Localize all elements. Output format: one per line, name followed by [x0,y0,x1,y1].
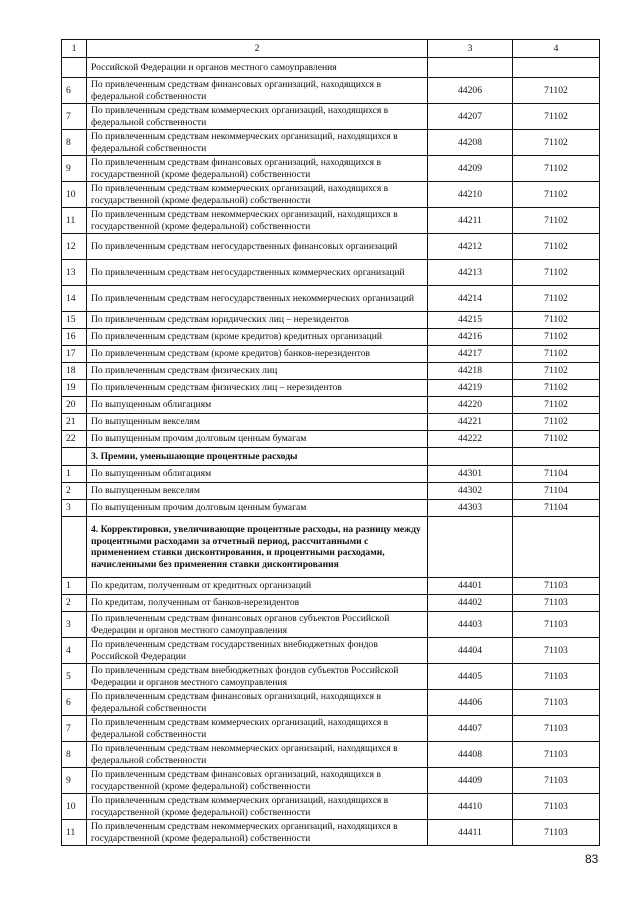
header-col-2: 2 [87,40,428,58]
page-number: 83 [585,852,599,866]
row-number: 10 [62,182,87,208]
row-description: По привлеченным средствам некоммерческих организаций, находящихся в государственной (кроме федеральной) собственности [87,820,428,846]
row-description: По кредитам, полученным от кредитных организаций [87,578,428,595]
row-description: По привлеченным средствам некоммерческих организаций, находящихся в федеральной собственности [87,742,428,768]
row-account: 71102 [513,397,600,414]
row-code: 44214 [428,286,513,312]
row-description: По привлеченным средствам коммерческих организаций, находящихся в государственной (кроме федеральной) собственности [87,182,428,208]
row-code: 44211 [428,208,513,234]
row-code: 44210 [428,182,513,208]
section-row [62,448,600,466]
row-account: 71102 [513,104,600,130]
row-code: 44405 [428,664,513,690]
header-col-1: 1 [62,40,87,58]
row-code: 44208 [428,130,513,156]
row-description: 4. Корректировки, увеличивающие процентные расходы, на разницу между процентными расходами за отчетный период, рассчитанными с применением ставки дисконтирования, и процентными расходами, начисленными без применения ставки дисконтирования [87,517,428,578]
table-row [62,768,600,794]
row-code: 44403 [428,612,513,638]
row-number: 19 [62,380,87,397]
row-code: 44302 [428,483,513,500]
row-description: Российской Федерации и органов местного самоуправления [87,58,428,78]
row-account: 71102 [513,156,600,182]
table-row [62,431,600,448]
table-row [62,595,600,612]
row-description: По привлеченным средствам финансовых организаций, находящихся в государственной (кроме федеральной) собственности [87,156,428,182]
row-description: По выпущенным векселям [87,483,428,500]
row-number: 1 [62,578,87,595]
row-description: По привлеченным средствам коммерческих организаций, находящихся в федеральной собственности [87,716,428,742]
table-row [62,466,600,483]
row-description: По привлеченным средствам некоммерческих организаций, находящихся в федеральной собственности [87,130,428,156]
table-row [62,208,600,234]
row-description: По кредитам, полученным от банков-нерезидентов [87,595,428,612]
row-code: 44408 [428,742,513,768]
row-account: 71102 [513,363,600,380]
row-account: 71103 [513,794,600,820]
row-description: По привлеченным средствам государственных внебюджетных фондов Российской Федерации [87,638,428,664]
row-description: По выпущенным облигациям [87,466,428,483]
row-description: По выпущенным облигациям [87,397,428,414]
row-number: 17 [62,346,87,363]
row-description: По привлеченным средствам юридических лиц – нерезидентов [87,312,428,329]
row-account: 71102 [513,182,600,208]
row-number: 9 [62,768,87,794]
table-row [62,380,600,397]
row-description: По выпущенным прочим долговым ценным бумагам [87,431,428,448]
row-description: По привлеченным средствам негосударственных некоммерческих организаций [87,286,428,312]
row-description: По привлеченным средствам коммерческих организаций, находящихся в государственной (кроме федеральной) собственности [87,794,428,820]
row-account: 71102 [513,78,600,104]
table-row [62,363,600,380]
row-number [62,448,87,466]
row-number: 2 [62,483,87,500]
row-account: 71103 [513,638,600,664]
row-account [513,448,600,466]
header-col-3: 3 [428,40,513,58]
table-row [62,794,600,820]
row-number: 8 [62,130,87,156]
table-header-row [62,40,600,58]
table-row [62,58,600,78]
row-code: 44206 [428,78,513,104]
row-code: 44404 [428,638,513,664]
document-table [61,39,600,846]
row-description: По привлеченным средствам финансовых организаций, находящихся в федеральной собственности [87,690,428,716]
row-code: 44410 [428,794,513,820]
row-description: По привлеченным средствам физических лиц – нерезидентов [87,380,428,397]
row-account: 71102 [513,346,600,363]
row-number: 11 [62,820,87,846]
table-row [62,690,600,716]
row-number: 11 [62,208,87,234]
table-row [62,397,600,414]
row-number [62,58,87,78]
row-account: 71103 [513,716,600,742]
row-code [428,517,513,578]
row-description: По привлеченным средствам финансовых организаций, находящихся в федеральной собственности [87,78,428,104]
table-row [62,312,600,329]
row-account: 71102 [513,208,600,234]
table-row [62,414,600,431]
row-code: 44303 [428,500,513,517]
row-code: 44221 [428,414,513,431]
table-row [62,286,600,312]
table-row [62,742,600,768]
row-code: 44217 [428,346,513,363]
row-account: 71103 [513,612,600,638]
row-account: 71104 [513,483,600,500]
row-code: 44401 [428,578,513,595]
row-code: 44218 [428,363,513,380]
table-row [62,612,600,638]
row-code: 44212 [428,234,513,260]
row-number: 6 [62,690,87,716]
row-description: По привлеченным средствам негосударственных коммерческих организаций [87,260,428,286]
table-row [62,260,600,286]
row-number [62,517,87,578]
row-description: По выпущенным векселям [87,414,428,431]
row-number: 4 [62,638,87,664]
row-number: 8 [62,742,87,768]
row-account: 71103 [513,578,600,595]
row-description: По привлеченным средствам (кроме кредитов) банков-нерезидентов [87,346,428,363]
section-row [62,517,600,578]
row-code: 44220 [428,397,513,414]
row-account: 71103 [513,595,600,612]
table-row [62,500,600,517]
row-code [428,58,513,78]
row-description: По привлеченным средствам коммерческих организаций, находящихся в федеральной собственности [87,104,428,130]
row-number: 21 [62,414,87,431]
row-number: 13 [62,260,87,286]
table-row [62,820,600,846]
row-description: По привлеченным средствам физических лиц [87,363,428,380]
row-account [513,58,600,78]
table-row [62,716,600,742]
table-body [62,58,600,846]
row-code: 44219 [428,380,513,397]
row-code: 44222 [428,431,513,448]
row-account [513,517,600,578]
row-account: 71104 [513,466,600,483]
row-number: 12 [62,234,87,260]
table-row [62,329,600,346]
row-description: По привлеченным средствам внебюджетных фондов субъектов Российской Федерации и органов местного самоуправления [87,664,428,690]
row-number: 7 [62,716,87,742]
row-number: 22 [62,431,87,448]
row-number: 15 [62,312,87,329]
row-account: 71102 [513,130,600,156]
row-account: 71102 [513,234,600,260]
row-number: 3 [62,612,87,638]
row-number: 3 [62,500,87,517]
row-account: 71102 [513,414,600,431]
row-code: 44407 [428,716,513,742]
row-description: По привлеченным средствам негосударственных финансовых организаций [87,234,428,260]
row-account: 71103 [513,742,600,768]
row-account: 71102 [513,329,600,346]
table-row [62,638,600,664]
row-account: 71103 [513,768,600,794]
row-number: 6 [62,78,87,104]
table-row [62,156,600,182]
table-row [62,346,600,363]
row-account: 71102 [513,431,600,448]
row-code: 44216 [428,329,513,346]
row-description: По привлеченным средствам (кроме кредитов) кредитных организаций [87,329,428,346]
table-row [62,483,600,500]
row-account: 71103 [513,690,600,716]
row-code: 44409 [428,768,513,794]
table-row [62,104,600,130]
row-account: 71102 [513,260,600,286]
row-account: 71102 [513,380,600,397]
row-account: 71103 [513,820,600,846]
row-code: 44301 [428,466,513,483]
row-number: 10 [62,794,87,820]
row-number: 20 [62,397,87,414]
row-number: 5 [62,664,87,690]
row-number: 18 [62,363,87,380]
table-row [62,234,600,260]
row-number: 1 [62,466,87,483]
row-account: 71103 [513,664,600,690]
table-row [62,130,600,156]
table-row [62,578,600,595]
table-row [62,78,600,104]
table-row [62,182,600,208]
row-description: По привлеченным средствам финансовых организаций, находящихся в государственной (кроме федеральной) собственности [87,768,428,794]
row-code: 44213 [428,260,513,286]
row-description: По привлеченным средствам некоммерческих организаций, находящихся в государственной (кроме федеральной) собственности [87,208,428,234]
row-code: 44215 [428,312,513,329]
row-description: По выпущенным прочим долговым ценным бумагам [87,500,428,517]
row-code: 44406 [428,690,513,716]
row-description: 3. Премии, уменьшающие процентные расходы [87,448,428,466]
row-code: 44209 [428,156,513,182]
row-code: 44402 [428,595,513,612]
row-code: 44207 [428,104,513,130]
row-number: 14 [62,286,87,312]
row-number: 7 [62,104,87,130]
row-account: 71104 [513,500,600,517]
row-account: 71102 [513,312,600,329]
row-code: 44411 [428,820,513,846]
row-account: 71102 [513,286,600,312]
row-number: 16 [62,329,87,346]
row-description: По привлеченным средствам финансовых органов субъектов Российской Федерации и органов местного самоуправления [87,612,428,638]
table-row [62,664,600,690]
row-number: 2 [62,595,87,612]
row-code [428,448,513,466]
header-col-4: 4 [513,40,600,58]
row-number: 9 [62,156,87,182]
